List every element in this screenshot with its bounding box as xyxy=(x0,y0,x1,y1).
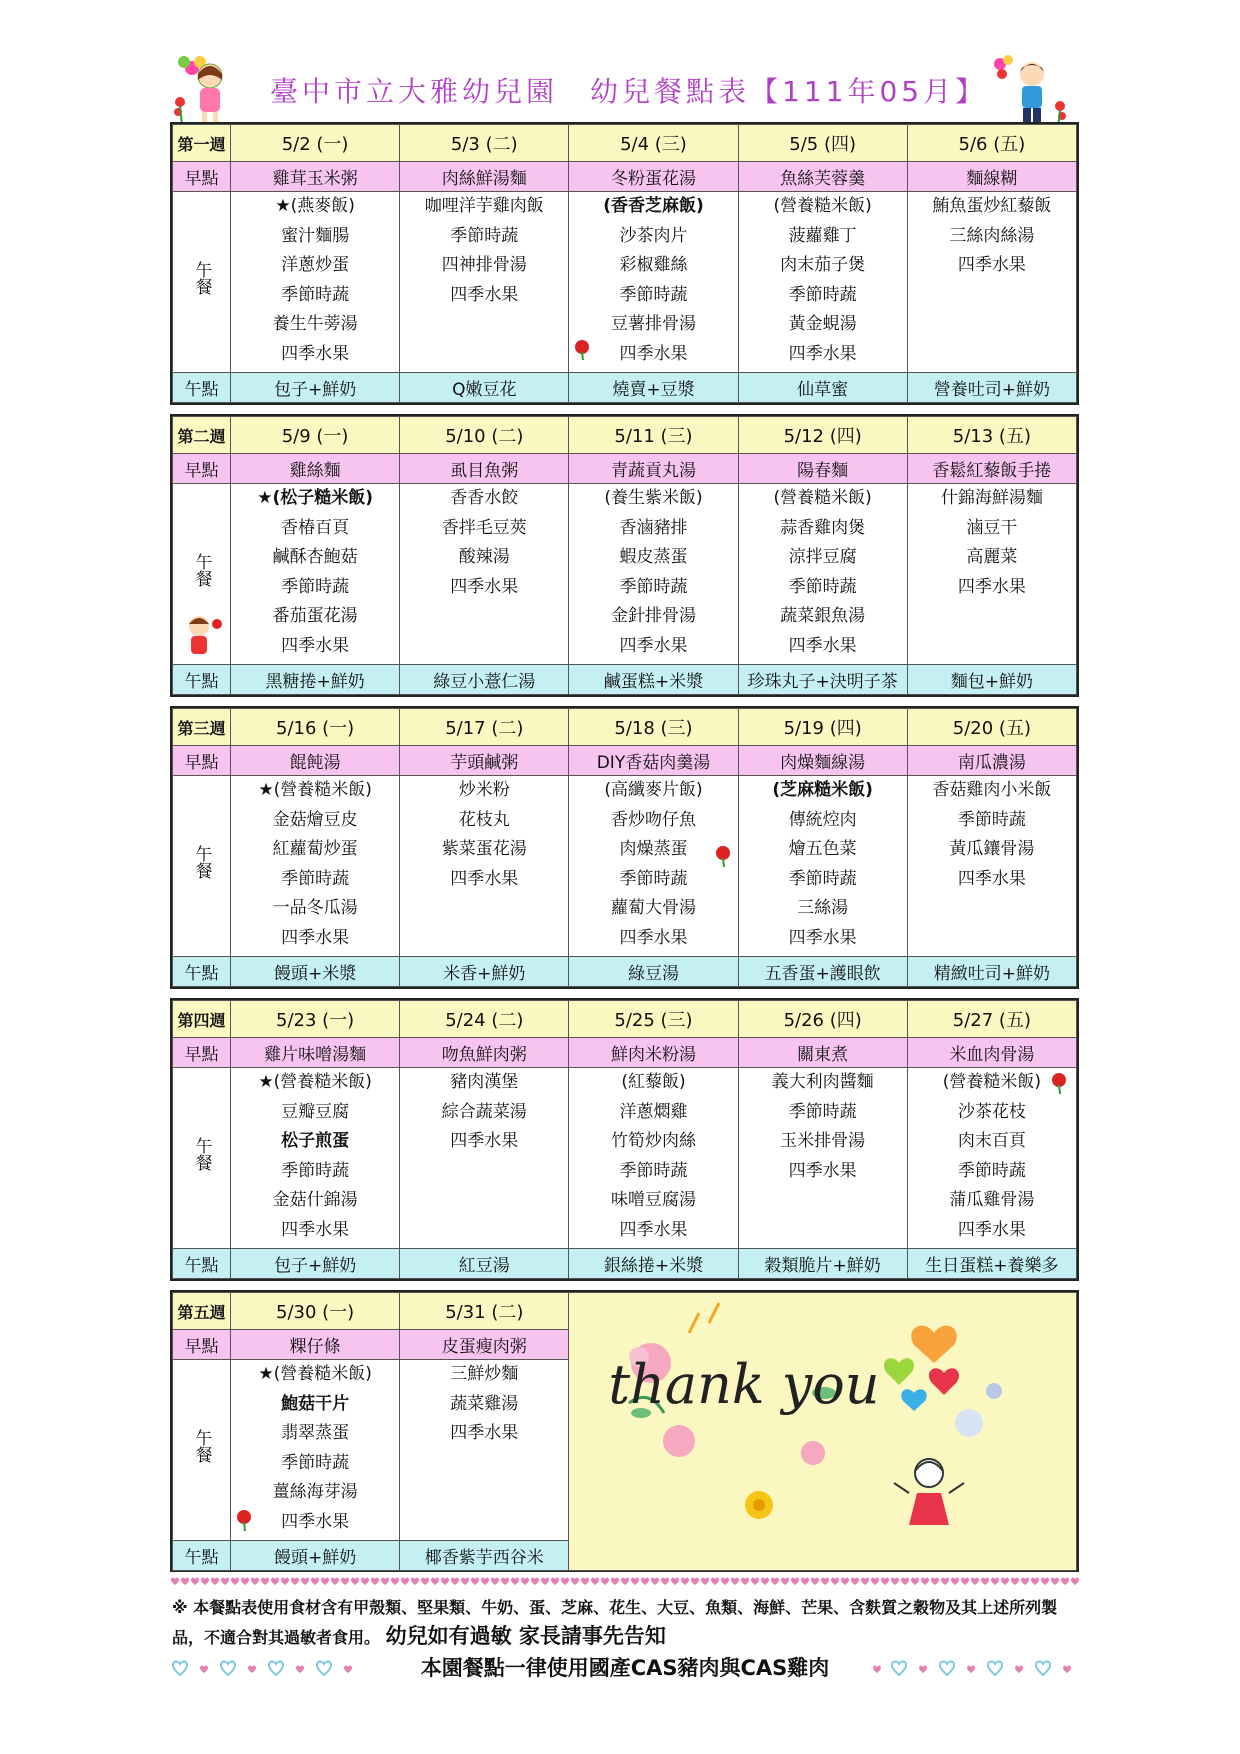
lunch-dish: 翡翠蒸蛋 xyxy=(281,1423,350,1443)
lunch-dish: 沙茶花枝 xyxy=(957,1101,1026,1122)
lunch-dish: 四季水果 xyxy=(957,255,1026,275)
lunch-dish: (養生紫米飯) xyxy=(604,488,703,508)
lunch-dish: 四神排骨湯 xyxy=(441,255,527,275)
day-date: 5/20 (五) xyxy=(907,709,1076,746)
day-date: 5/13 (五) xyxy=(907,417,1076,454)
lunch-label xyxy=(173,776,231,957)
lunch-dish: 香椿百頁 xyxy=(281,517,350,538)
thank-you-illustration xyxy=(569,1293,1019,1533)
lunch-dish: 高麗菜 xyxy=(966,547,1018,567)
carnation-icon xyxy=(1048,1071,1070,1095)
week-label: 第一週 xyxy=(173,125,231,162)
lunch-dish: 涼拌豆腐 xyxy=(788,547,857,567)
lunch-dish: 三絲湯 xyxy=(797,898,849,918)
lunch-dish: 豆瓣豆腐 xyxy=(281,1101,350,1122)
breakfast-item: 米血肉骨湯 xyxy=(907,1038,1076,1068)
breakfast-item: 雞茸玉米粥 xyxy=(231,162,400,192)
lunch-cell xyxy=(907,484,1076,665)
lunch-label-text: 午餐 xyxy=(191,1137,212,1171)
snack-item: 燒賣+豆漿 xyxy=(569,373,738,403)
week-label: 第五週 xyxy=(173,1293,231,1330)
lunch-dish: 洋蔥燜雞 xyxy=(619,1101,688,1122)
lunch-dish: 季節時蔬 xyxy=(281,576,350,597)
breakfast-item: 虱目魚粥 xyxy=(400,454,569,484)
lunch-dish: 菠蘿雞丁 xyxy=(788,225,857,246)
snack-item: 銀絲捲+米漿 xyxy=(569,1249,738,1279)
snack-item: 米香+鮮奶 xyxy=(400,957,569,987)
lunch-cell xyxy=(569,192,738,373)
breakfast-label: 早點 xyxy=(173,1038,231,1068)
lunch-dish: 香菇雞肉小米飯 xyxy=(932,780,1052,800)
lunch-dish: 鮑菇干片 xyxy=(281,1393,350,1414)
breakfast-item: DIY香菇肉羹湯 xyxy=(569,746,738,776)
lunch-dish: 松子煎蛋 xyxy=(281,1131,350,1151)
day-date: 5/3 (二) xyxy=(400,125,569,162)
lunch-cell xyxy=(400,192,569,373)
snack-label: 午點 xyxy=(173,665,231,695)
snack-item: 生日蛋糕+養樂多 xyxy=(907,1249,1076,1279)
lunch-dish: 蔬菜銀魚湯 xyxy=(780,606,866,626)
lunch-dish: 季節時蔬 xyxy=(619,284,688,305)
lunch-dish: 四季水果 xyxy=(450,1423,519,1443)
snack-item: 珍珠丸子+決明子茶 xyxy=(738,665,907,695)
lunch-dish: 香炒吻仔魚 xyxy=(610,809,696,830)
week-3-table xyxy=(170,706,1079,989)
lunch-dish: 季節時蔬 xyxy=(281,868,350,889)
lunch-cell xyxy=(738,776,907,957)
lunch-dish: 四季水果 xyxy=(619,635,688,656)
lunch-dish: 四季水果 xyxy=(957,576,1026,597)
lunch-dish: 沙茶肉片 xyxy=(619,225,688,246)
snack-item: 鹹蛋糕+米漿 xyxy=(569,665,738,695)
lunch-dish: 季節時蔬 xyxy=(957,809,1026,830)
girl-with-flower-icon xyxy=(179,612,225,662)
lunch-cell xyxy=(738,1068,907,1249)
snack-item: 紅豆湯 xyxy=(400,1249,569,1279)
day-date: 5/18 (三) xyxy=(569,709,738,746)
snack-label: 午點 xyxy=(173,373,231,403)
week-label: 第三週 xyxy=(173,709,231,746)
lunch-dish: ★(燕麥飯) xyxy=(275,196,355,216)
lunch-label xyxy=(173,1068,231,1249)
lunch-label xyxy=(173,1360,231,1541)
lunch-dish: 金菇什錦湯 xyxy=(272,1190,358,1210)
lunch-dish: (營養糙米飯) xyxy=(773,196,872,216)
lunch-dish: 四季水果 xyxy=(619,343,688,364)
page-title: 臺中市立大雅幼兒園 幼兒餐點表【111年05月】 xyxy=(270,75,988,108)
snack-item: Q嫩豆花 xyxy=(400,373,569,403)
cas-row xyxy=(170,1652,1079,1686)
heart-icons-left xyxy=(170,1658,380,1680)
lunch-dish: 傳統焢肉 xyxy=(788,809,857,830)
lunch-cell xyxy=(907,192,1076,373)
lunch-dish: ★(營養糙米飯) xyxy=(258,1072,372,1092)
snack-item: 營養吐司+鮮奶 xyxy=(907,373,1076,403)
day-date: 5/25 (三) xyxy=(569,1001,738,1038)
lunch-dish: 季節時蔬 xyxy=(281,284,350,305)
lunch-dish: 季節時蔬 xyxy=(619,576,688,597)
lunch-dish: 金針排骨湯 xyxy=(610,606,696,626)
lunch-dish: 肉末茄子煲 xyxy=(780,255,866,275)
lunch-dish: 蘿蔔大骨湯 xyxy=(610,898,696,918)
lunch-dish: 三絲肉絲湯 xyxy=(949,225,1035,246)
breakfast-item: 麵線糊 xyxy=(907,162,1076,192)
snack-item: 綠豆小薏仁湯 xyxy=(400,665,569,695)
lunch-dish: 四季水果 xyxy=(281,1511,350,1532)
lunch-dish: 義大利肉醬麵 xyxy=(771,1072,874,1092)
breakfast-label: 早點 xyxy=(173,454,231,484)
lunch-dish: 四季水果 xyxy=(450,576,519,597)
lunch-cell xyxy=(231,484,400,665)
lunch-dish: ★(營養糙米飯) xyxy=(258,1364,372,1384)
lunch-label-text: 午餐 xyxy=(191,553,212,587)
day-date: 5/24 (二) xyxy=(400,1001,569,1038)
lunch-dish: 四季水果 xyxy=(281,343,350,364)
lunch-label xyxy=(173,484,231,665)
snack-label: 午點 xyxy=(173,957,231,987)
lunch-cell xyxy=(231,1360,400,1541)
day-date: 5/31 (二) xyxy=(400,1293,569,1330)
snack-item: 麵包+鮮奶 xyxy=(907,665,1076,695)
snack-item: 饅頭+米漿 xyxy=(231,957,400,987)
lunch-dish: 竹筍炒肉絲 xyxy=(610,1131,696,1151)
breakfast-item: 肉燥麵線湯 xyxy=(738,746,907,776)
lunch-cell xyxy=(400,1360,569,1541)
carnation-icon xyxy=(233,1508,255,1532)
day-date: 5/12 (四) xyxy=(738,417,907,454)
day-date: 5/4 (三) xyxy=(569,125,738,162)
lunch-cell xyxy=(907,776,1076,957)
lunch-dish: 四季水果 xyxy=(450,868,519,889)
lunch-dish: ★(松子糙米飯) xyxy=(257,488,373,508)
heart-icons-right xyxy=(869,1658,1079,1680)
lunch-dish: 肉末百頁 xyxy=(957,1131,1026,1151)
lunch-dish: (高纖麥片飯) xyxy=(604,780,703,800)
lunch-dish: 紅蘿蔔炒蛋 xyxy=(272,839,358,859)
lunch-cell xyxy=(569,484,738,665)
lunch-dish: 蝦皮蒸蛋 xyxy=(619,547,688,567)
breakfast-item: 鮮肉米粉湯 xyxy=(569,1038,738,1068)
breakfast-label: 早點 xyxy=(173,1330,231,1360)
lunch-dish: 四季水果 xyxy=(450,284,519,305)
week-1-table xyxy=(170,122,1079,405)
snack-item: 綠豆湯 xyxy=(569,957,738,987)
lunch-dish: 養生牛蒡湯 xyxy=(272,314,358,334)
snack-item: 穀類脆片+鮮奶 xyxy=(738,1249,907,1279)
allergen-note xyxy=(172,1594,1077,1652)
lunch-dish: 金菇燴豆皮 xyxy=(272,809,358,830)
lunch-cell xyxy=(231,192,400,373)
lunch-dish: (紅藜飯) xyxy=(621,1072,686,1092)
day-date: 5/17 (二) xyxy=(400,709,569,746)
week-5-table xyxy=(170,1290,1079,1572)
lunch-dish: 鹹酥杏鮑菇 xyxy=(272,547,358,567)
lunch-dish: 燴五色菜 xyxy=(788,839,857,859)
day-date: 5/10 (二) xyxy=(400,417,569,454)
lunch-dish: (芝麻糙米飯) xyxy=(772,780,873,800)
breakfast-item: 吻魚鮮肉粥 xyxy=(400,1038,569,1068)
cas-note: 本園餐點一律使用國產CAS豬肉與CAS雞肉 xyxy=(420,1656,830,1680)
lunch-dish: 花枝丸 xyxy=(458,809,510,830)
lunch-dish: 香滷豬排 xyxy=(619,517,688,538)
lunch-cell xyxy=(231,776,400,957)
girl-icon xyxy=(170,50,248,130)
week-4-table xyxy=(170,998,1079,1281)
lunch-dish: 味噌豆腐湯 xyxy=(610,1190,696,1210)
lunch-dish: 季節時蔬 xyxy=(957,1160,1026,1181)
day-date: 5/16 (一) xyxy=(231,709,400,746)
breakfast-item: 雞絲麵 xyxy=(231,454,400,484)
week-label: 第二週 xyxy=(173,417,231,454)
breakfast-label: 早點 xyxy=(173,746,231,776)
breakfast-item: 皮蛋瘦肉粥 xyxy=(400,1330,569,1360)
breakfast-label: 早點 xyxy=(173,162,231,192)
day-date: 5/2 (一) xyxy=(231,125,400,162)
breakfast-item: 南瓜濃湯 xyxy=(907,746,1076,776)
day-date: 5/27 (五) xyxy=(907,1001,1076,1038)
lunch-dish: 滷豆干 xyxy=(966,517,1018,538)
lunch-dish: ★(營養糙米飯) xyxy=(258,780,372,800)
lunch-cell xyxy=(231,1068,400,1249)
week-label: 第四週 xyxy=(173,1001,231,1038)
breakfast-item: 粿仔條 xyxy=(231,1330,400,1360)
breakfast-item: 芋頭鹹粥 xyxy=(400,746,569,776)
day-date: 5/5 (四) xyxy=(738,125,907,162)
lunch-dish: 四季水果 xyxy=(281,1219,350,1240)
lunch-dish: 豬肉漢堡 xyxy=(450,1072,519,1092)
lunch-dish: 番茄蛋花湯 xyxy=(272,606,358,626)
lunch-cell xyxy=(400,484,569,665)
carnation-icon xyxy=(571,338,593,360)
lunch-dish: 季節時蔬 xyxy=(450,225,519,246)
lunch-dish: 紫菜蛋花湯 xyxy=(441,839,527,859)
boy-icon xyxy=(992,50,1070,130)
lunch-dish: 蔬菜雞湯 xyxy=(450,1393,519,1414)
day-date: 5/19 (四) xyxy=(738,709,907,746)
lunch-dish: 肉燥蒸蛋 xyxy=(619,839,688,859)
lunch-dish: 季節時蔬 xyxy=(281,1160,350,1181)
lunch-dish: 炒米粉 xyxy=(458,780,510,800)
day-date: 5/26 (四) xyxy=(738,1001,907,1038)
lunch-dish: 玉米排骨湯 xyxy=(780,1131,866,1151)
lunch-dish: 四季水果 xyxy=(788,1160,857,1181)
snack-item: 椰香紫芋西谷米 xyxy=(400,1541,569,1571)
breakfast-item: 關東煮 xyxy=(738,1038,907,1068)
lunch-dish: 什錦海鮮湯麵 xyxy=(940,488,1043,508)
lunch-dish: 四季水果 xyxy=(957,1219,1026,1240)
lunch-dish: 黃金蜆湯 xyxy=(788,314,857,334)
lunch-dish: 季節時蔬 xyxy=(619,1160,688,1181)
snack-item: 精緻吐司+鮮奶 xyxy=(907,957,1076,987)
lunch-dish: 四季水果 xyxy=(619,927,688,948)
day-date: 5/11 (三) xyxy=(569,417,738,454)
snack-item: 包子+鮮奶 xyxy=(231,373,400,403)
snack-label: 午點 xyxy=(173,1541,231,1571)
lunch-cell xyxy=(400,776,569,957)
allergy-notice: 幼兒如有過敏 家長請事先告知 xyxy=(385,1624,666,1648)
lunch-dish: (香香芝麻飯) xyxy=(603,196,704,216)
lunch-dish: 蒲瓜雞骨湯 xyxy=(949,1190,1035,1210)
lunch-dish: 四季水果 xyxy=(788,635,857,656)
breakfast-item: 香鬆紅藜飯手捲 xyxy=(907,454,1076,484)
lunch-dish: 季節時蔬 xyxy=(619,868,688,889)
page-header xyxy=(170,50,1070,130)
lunch-dish: 洋蔥炒蛋 xyxy=(281,255,350,275)
thank-you-text: thank you xyxy=(608,1353,880,1416)
snack-item: 仙草蜜 xyxy=(738,373,907,403)
snack-item: 五香蛋+護眼飲 xyxy=(738,957,907,987)
lunch-label-text: 午餐 xyxy=(191,261,212,295)
snack-item: 包子+鮮奶 xyxy=(231,1249,400,1279)
breakfast-item: 魚絲芙蓉羹 xyxy=(738,162,907,192)
lunch-dish: 彩椒雞絲 xyxy=(619,255,688,275)
lunch-label-text: 午餐 xyxy=(191,1429,212,1463)
lunch-dish: 豆薯排骨湯 xyxy=(610,314,696,334)
lunch-dish: 鮪魚蛋炒紅藜飯 xyxy=(932,196,1052,216)
lunch-label xyxy=(173,192,231,373)
carnation-icon xyxy=(712,844,734,868)
lunch-dish: 蒜香雞肉煲 xyxy=(780,517,866,538)
day-date: 5/23 (一) xyxy=(231,1001,400,1038)
lunch-dish: 季節時蔬 xyxy=(788,576,857,597)
lunch-dish: (營養糙米飯) xyxy=(773,488,872,508)
lunch-dish: 四季水果 xyxy=(788,927,857,948)
lunch-dish: 三鮮炒麵 xyxy=(450,1364,519,1384)
breakfast-item: 冬粉蛋花湯 xyxy=(569,162,738,192)
allergen-note-text: ※ 本餐點表使用食材含有甲殼類、堅果類、牛奶、蛋、芝麻、花生、大豆、魚類、海鮮、芒果、含麩質之穀物及其上述所列製品，不適合對其過敏者食用。 xyxy=(172,1598,1058,1647)
lunch-dish: 香拌毛豆莢 xyxy=(441,517,527,538)
lunch-dish: 四季水果 xyxy=(281,635,350,656)
lunch-dish: 咖哩洋芋雞肉飯 xyxy=(424,196,544,216)
lunch-cell xyxy=(738,484,907,665)
lunch-cell xyxy=(907,1068,1076,1249)
lunch-dish: 四季水果 xyxy=(281,927,350,948)
lunch-dish: 綜合蔬菜湯 xyxy=(441,1101,527,1122)
breakfast-item: 肉絲鮮湯麵 xyxy=(400,162,569,192)
day-date: 5/6 (五) xyxy=(907,125,1076,162)
breakfast-item: 雞片味噌湯麵 xyxy=(231,1038,400,1068)
lunch-dish: 蜜汁麵腸 xyxy=(281,225,350,246)
lunch-dish: 季節時蔬 xyxy=(788,284,857,305)
lunch-dish: 一品冬瓜湯 xyxy=(272,898,358,918)
lunch-dish: (營養糙米飯) xyxy=(942,1072,1041,1092)
lunch-dish: 酸辣湯 xyxy=(458,547,510,567)
snack-item: 饅頭+鮮奶 xyxy=(231,1541,400,1571)
lunch-dish: 季節時蔬 xyxy=(788,1101,857,1122)
lunch-dish: 四季水果 xyxy=(619,1219,688,1240)
breakfast-item: 餛飩湯 xyxy=(231,746,400,776)
lunch-dish: 四季水果 xyxy=(788,343,857,364)
lunch-dish: 季節時蔬 xyxy=(281,1452,350,1473)
lunch-dish: 四季水果 xyxy=(957,868,1026,889)
breakfast-item: 青蔬貢丸湯 xyxy=(569,454,738,484)
heart-border xyxy=(170,1575,1079,1587)
lunch-dish: 四季水果 xyxy=(450,1131,519,1151)
lunch-cell xyxy=(569,1068,738,1249)
thank-you-area xyxy=(569,1293,1077,1571)
breakfast-item: 陽春麵 xyxy=(738,454,907,484)
snack-item: 黑糖捲+鮮奶 xyxy=(231,665,400,695)
lunch-label-text: 午餐 xyxy=(191,845,212,879)
lunch-dish: 黃瓜鑲骨湯 xyxy=(949,839,1035,859)
week-2-table xyxy=(170,414,1079,697)
lunch-cell xyxy=(400,1068,569,1249)
lunch-cell xyxy=(569,776,738,957)
lunch-dish: 薑絲海芽湯 xyxy=(272,1482,358,1502)
day-date: 5/9 (一) xyxy=(231,417,400,454)
lunch-cell xyxy=(738,192,907,373)
day-date: 5/30 (一) xyxy=(231,1293,400,1330)
lunch-dish: 季節時蔬 xyxy=(788,868,857,889)
snack-label: 午點 xyxy=(173,1249,231,1279)
lunch-dish: 香香水餃 xyxy=(450,488,519,508)
